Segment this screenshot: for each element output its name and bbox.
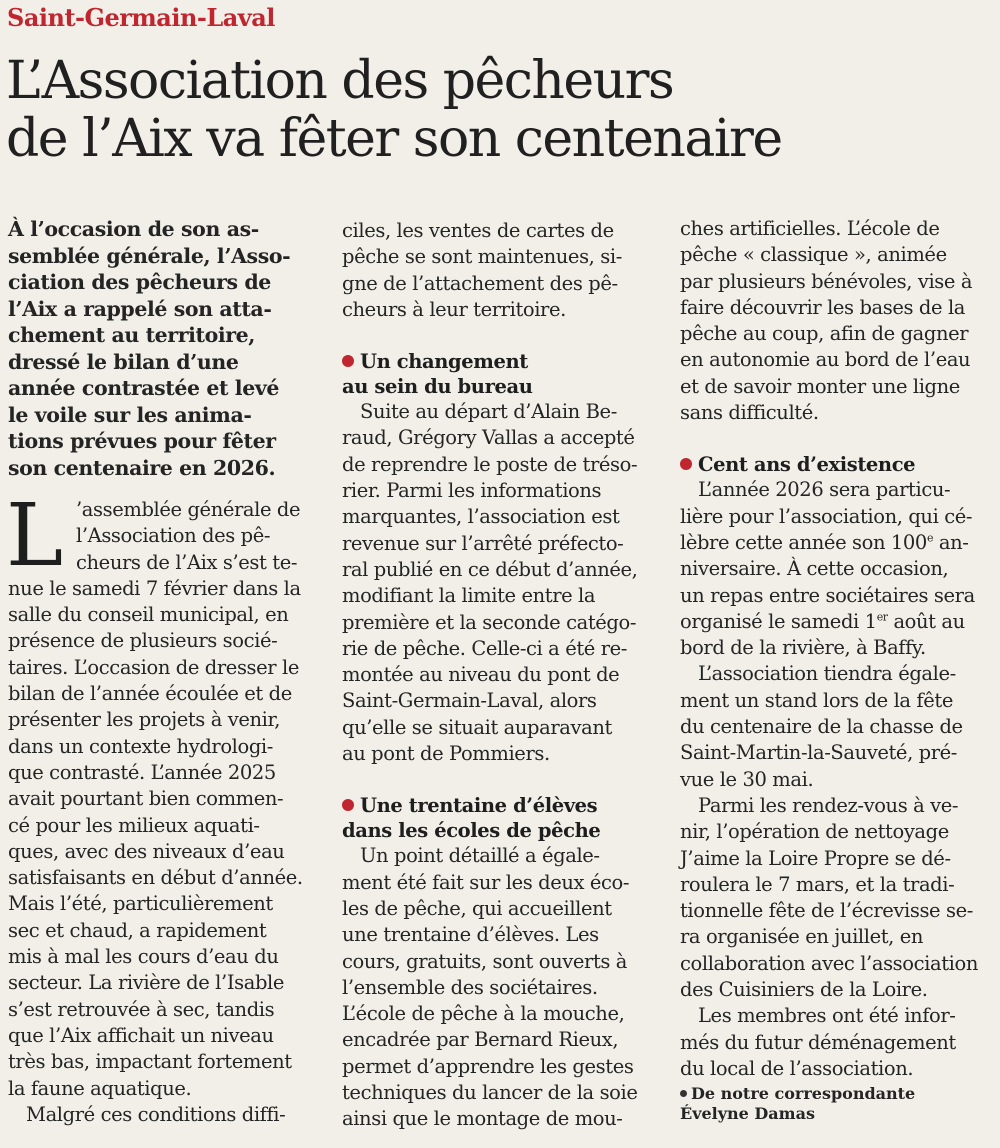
headline-line-2: de l’Aix va fêter son centenaire bbox=[6, 109, 782, 169]
body-line: ciles, les ventes de cartes de bbox=[342, 219, 614, 242]
superscript: e bbox=[926, 531, 934, 545]
body-line: Parmi les rendez-vous à ve- bbox=[698, 793, 959, 817]
article-lead bbox=[8, 216, 324, 481]
body-line: cours, gratuits, sont ouverts à bbox=[342, 949, 628, 973]
body-line: s’est retrouvée à sec, tandis bbox=[8, 997, 275, 1021]
paragraph bbox=[680, 477, 992, 661]
subheading-bureau bbox=[342, 349, 662, 399]
body-line: ment été fait sur les deux éco- bbox=[342, 870, 630, 894]
subheading-line: dans les écoles de pêche bbox=[342, 819, 601, 843]
body-line: ques, avec des niveaux d’eau bbox=[8, 839, 285, 863]
body-line: rie de pêche. Celle-ci a été re- bbox=[342, 636, 627, 660]
body-line: L’année 2026 sera particu- bbox=[698, 478, 951, 502]
subheading-line: au sein du bureau bbox=[342, 375, 533, 399]
subheading-centenaire bbox=[680, 452, 992, 477]
body-line: en autonomie au bord de l’eau bbox=[680, 348, 971, 372]
body-line: du centenaire de la chasse de bbox=[680, 715, 963, 739]
body-line: qu’elle se situait auparavant bbox=[342, 715, 612, 739]
body-line: L’association tiendra égale- bbox=[698, 662, 956, 686]
body-line: faire découvrir les bases de la bbox=[680, 295, 966, 319]
body-line: nue le samedi 7 février dans la bbox=[8, 576, 301, 600]
lead-line: le voile sur les anima- bbox=[8, 402, 252, 427]
body-line bbox=[680, 530, 992, 556]
body-line: roulera le 7 mars, et la tradi- bbox=[680, 872, 955, 896]
body-line: rier. Parmi les informations bbox=[342, 479, 602, 503]
body-line: modifiant la limite entre la bbox=[342, 584, 596, 608]
body-line: cé pour les milieux aquati- bbox=[8, 813, 260, 837]
body-line: au pont de Pommiers. bbox=[342, 742, 550, 766]
drop-cap: L bbox=[6, 486, 63, 586]
lead-line: l’Aix a rappelé son atta- bbox=[8, 296, 272, 321]
body-line: bilan de l’année écoulée et de bbox=[8, 682, 292, 706]
body-line: montée au niveau du pont de bbox=[342, 663, 620, 687]
body-line: Un point détaillé a égale- bbox=[360, 844, 600, 868]
subheading-line: Une trentaine d’élèves bbox=[342, 793, 662, 818]
paragraph bbox=[680, 216, 992, 426]
body-line: de reprendre le poste de tréso- bbox=[342, 452, 638, 476]
body-line: que l’Aix affichait un niveau bbox=[8, 1023, 274, 1047]
body-line: Saint-Germain-Laval, alors bbox=[342, 689, 597, 713]
body-line: més du futur déménagement bbox=[680, 1030, 956, 1054]
lead-line: semblée générale, l’Asso- bbox=[8, 243, 291, 268]
text-run: an- bbox=[933, 530, 969, 554]
paragraph bbox=[342, 399, 662, 767]
text-run: lèbre cette année son 100 bbox=[680, 530, 927, 554]
body-line: permet d’apprendre les gestes bbox=[342, 1054, 634, 1078]
lead-line: son centenaire en 2026. bbox=[8, 455, 276, 480]
lead-line: tions prévues pour fêter bbox=[8, 429, 276, 453]
body-line: très bas, impactant fortement bbox=[8, 1050, 292, 1074]
column-3 bbox=[680, 216, 992, 1124]
body-line: encadrée par Bernard Rieux, bbox=[342, 1028, 619, 1052]
body-line: collaboration avec l’association bbox=[680, 951, 978, 975]
body-line: raud, Grégory Vallas a accepté bbox=[342, 426, 635, 450]
body-line: marquantes, l’association est bbox=[342, 505, 620, 529]
lead-line: année contrastée et levé bbox=[8, 376, 279, 400]
body-line: cheurs de l’Aix s’est te- bbox=[76, 550, 298, 574]
body-line: Mais l’été, particulièrement bbox=[8, 892, 273, 916]
body-line: revenue sur l’arrêté préfecto- bbox=[342, 531, 624, 555]
text-run: août au bbox=[887, 609, 965, 633]
body-line: taires. L’occasion de dresser le bbox=[8, 655, 300, 679]
byline-author: Évelyne Damas bbox=[680, 1104, 815, 1124]
body-line: bord de la rivière, à Baffy. bbox=[680, 636, 926, 660]
body-line: lière pour l’association, qui cé- bbox=[680, 504, 973, 528]
superscript: er bbox=[876, 610, 888, 624]
body-line: l’Association des pê- bbox=[76, 524, 271, 548]
body-line: L’école de pêche à la mouche, bbox=[342, 1002, 625, 1026]
body-line: nir, l’opération de nettoyage bbox=[680, 820, 949, 844]
body-line: vue le 30 mai. bbox=[680, 767, 814, 791]
body-line: cheurs à leur territoire. bbox=[342, 297, 566, 321]
body-line: J’aime la Loire Propre se dé- bbox=[680, 846, 951, 870]
body-line: présence de plusieurs socié- bbox=[8, 629, 278, 653]
body-line: sans difficulté. bbox=[680, 401, 819, 425]
body-line: ’assemblée générale de bbox=[76, 498, 301, 521]
body-line: dans un contexte hydrologi- bbox=[8, 734, 273, 758]
body-line: et de savoir monter une ligne bbox=[680, 374, 960, 398]
body-line: gne de l’attachement des pê- bbox=[342, 271, 618, 295]
body-line: du local de l’association. bbox=[680, 1056, 914, 1080]
body-line: satisfaisants en début d’année. bbox=[8, 866, 303, 890]
byline-role: De notre correspondante bbox=[680, 1084, 992, 1104]
body-line: Saint-Martin-la-Sauveté, pré- bbox=[680, 741, 957, 765]
body-line: ainsi que le montage de mou- bbox=[342, 1107, 623, 1131]
body-line: l’ensemble des sociétaires. bbox=[342, 975, 598, 999]
body-line: ral publié en ce début d’année, bbox=[342, 557, 638, 581]
body-line: mis à mal les cours d’eau du bbox=[8, 945, 279, 969]
byline bbox=[680, 1084, 992, 1124]
body-line: ches artificielles. L’école de bbox=[680, 217, 940, 240]
paragraph bbox=[342, 843, 662, 1132]
body-line: pêche au coup, afin de gagner bbox=[680, 322, 969, 346]
body-line: salle du conseil municipal, en bbox=[8, 603, 289, 627]
lead-line: À l’occasion de son as- bbox=[8, 217, 259, 241]
body-line: ment un stand lors de la fête bbox=[680, 688, 953, 712]
body-line: la faune aquatique. bbox=[8, 1076, 192, 1100]
body-line: Malgré ces conditions diffi- bbox=[26, 1102, 286, 1126]
paragraph bbox=[680, 661, 992, 792]
lead-line: chement au territoire, bbox=[8, 323, 256, 347]
body-line: Les membres ont été infor- bbox=[698, 1004, 956, 1028]
body-line: sec et chaud, a rapidement bbox=[8, 918, 267, 942]
section-kicker: Saint-Germain-Laval bbox=[7, 3, 275, 32]
body-line: les de pêche, qui accueillent bbox=[342, 896, 612, 920]
body-line: avait pourtant bien commen- bbox=[8, 787, 284, 811]
body-line: des Cuisiniers de la Loire. bbox=[680, 978, 928, 1002]
body-line: pêche « classique », animée bbox=[680, 243, 947, 267]
subheading-line: Cent ans d’existence bbox=[680, 452, 992, 477]
subheading-line: Un changement bbox=[342, 349, 662, 374]
lead-line: dressé le bilan d’une bbox=[8, 349, 239, 374]
body-line: niversaire. À cette occasion, bbox=[680, 557, 949, 581]
headline-line-1: L’Association des pêcheurs bbox=[6, 51, 674, 111]
body-line: que contrasté. L’année 2025 bbox=[8, 760, 276, 784]
subheading-ecoles bbox=[342, 793, 662, 843]
column-1 bbox=[8, 216, 324, 1128]
body-line: Suite au départ d’Alain Be- bbox=[360, 400, 617, 424]
body-line: une trentaine d’élèves. Les bbox=[342, 923, 599, 947]
paragraph bbox=[342, 218, 662, 323]
body-line: tionnelle fête de l’écrevisse se- bbox=[680, 899, 973, 923]
column-2 bbox=[342, 218, 662, 1133]
article-body-start bbox=[6, 486, 324, 1128]
article-headline bbox=[6, 52, 996, 168]
body-line: un repas entre sociétaires sera bbox=[680, 583, 975, 607]
body-line: secteur. La rivière de l’Isable bbox=[8, 971, 285, 995]
body-line: par plusieurs bénévoles, vise à bbox=[680, 269, 973, 293]
paragraph bbox=[680, 793, 992, 1003]
body-line: techniques du lancer de la soie bbox=[342, 1081, 638, 1105]
body-line: présenter les projets à venir, bbox=[8, 708, 281, 732]
lead-line: ciation des pêcheurs de bbox=[8, 270, 271, 294]
text-run: organisé le samedi 1 bbox=[680, 609, 877, 633]
body-line: ra organisée en juillet, en bbox=[680, 925, 924, 949]
body-line: pêche se sont maintenues, si- bbox=[342, 245, 622, 269]
paragraph bbox=[680, 1003, 992, 1082]
body-line bbox=[680, 609, 992, 635]
body-line: première et la seconde catégo- bbox=[342, 610, 637, 634]
